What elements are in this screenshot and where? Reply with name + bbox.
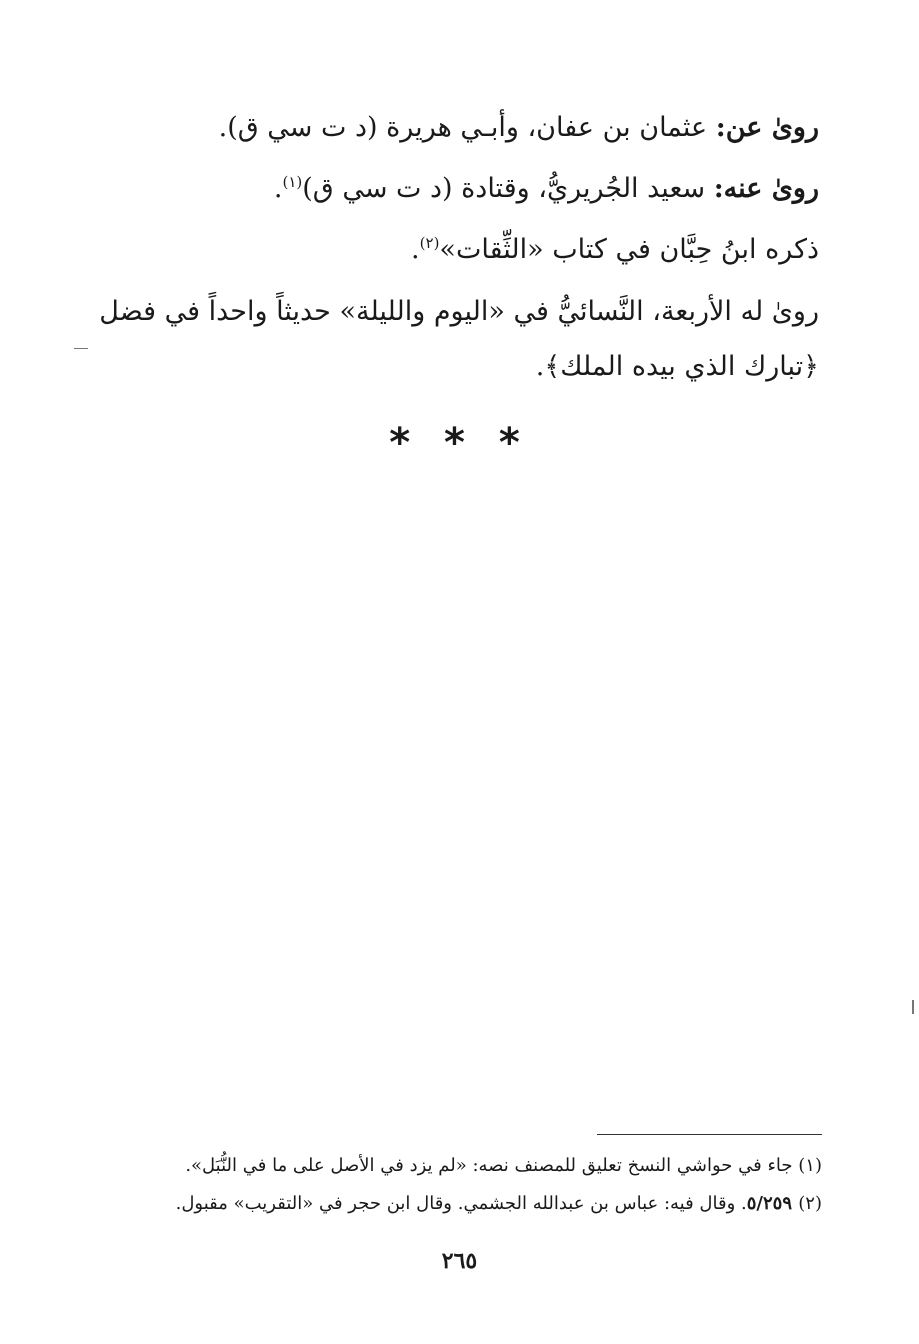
narrators-line: روىٰ له الأربعة، النَّسائيُّ في «اليوم والليلة» حديثاً واحداً في فضل	[99, 296, 819, 327]
footnote-number: (١)	[798, 1155, 822, 1176]
footnote-1	[132, 1152, 822, 1180]
footnote-ref-1: (١)	[282, 173, 303, 191]
surah-line: ﴿تبارك الذي بيده الملك﴾.	[535, 351, 819, 382]
narrated-from-line	[129, 108, 819, 148]
footnote-text: . وقال فيه: عباس بن عبدالله الجشمي. وقال ابن حجر في «التقريب» مقبول.	[175, 1193, 747, 1214]
narrated-by-label: روىٰ عنه:	[713, 173, 819, 204]
scan-mark	[912, 1000, 914, 1014]
line-end: .	[411, 234, 420, 265]
ibn-hibban-line	[129, 230, 819, 270]
ibn-hibban-text: ذكره ابنُ حِبَّان في كتاب «الثِّقات»	[439, 234, 819, 265]
scan-mark	[74, 348, 88, 349]
page-number: ٢٦٥	[441, 1248, 478, 1274]
line-end: .	[273, 173, 283, 204]
footnote-reference: ٥/٢٥٩	[746, 1193, 799, 1214]
footnote-number: (٢)	[798, 1193, 822, 1214]
narrated-from-label: روىٰ عن:	[715, 112, 819, 143]
footnote-text: جاء في حواشي النسخ تعليق للمصنف نصه: «لم يزد في الأصل على ما في النُّبَل».	[185, 1155, 799, 1176]
footnote-2	[132, 1190, 822, 1218]
section-separator: * * *	[389, 420, 530, 466]
footnote-ref-2: (٢)	[419, 234, 440, 252]
narrated-by-text: سعيد الجُريريُّ، وقتادة (د ت سي ق)	[302, 173, 714, 204]
narrated-by-line	[129, 169, 819, 209]
narrated-from-text: عثمان بن عفان، وأبـي هريرة (د ت سي ق).	[218, 112, 716, 143]
footnote-divider	[597, 1134, 822, 1135]
